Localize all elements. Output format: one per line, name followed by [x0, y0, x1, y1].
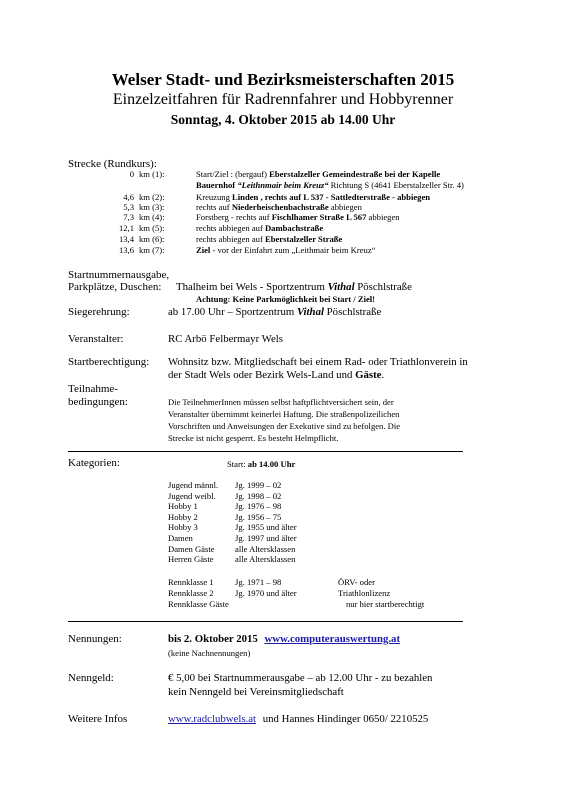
- kategorien-start-time: ab 14.00 Uhr: [247, 459, 296, 469]
- strecke-km-unit: km (5):: [139, 223, 165, 233]
- strecke-km: 4,6: [123, 192, 134, 202]
- strecke-km-unit: km (6):: [139, 234, 165, 244]
- strecke-street: Niederheischenbachstraße: [231, 202, 329, 212]
- kategorie-jahrgang: Jg. 1999 – 02: [235, 480, 282, 490]
- strecke-text: Start/Ziel : (bergauf): [196, 169, 267, 179]
- document-title: Welser Stadt- und Bezirksmeisterschaften 2015: [111, 70, 455, 89]
- nenngeld-line-1: € 5,00 bei Startnummerausgabe – ab 12.00 Uhr - zu bezahlen: [168, 672, 433, 684]
- infos-value: [168, 713, 428, 725]
- strecke-street: “Leithnmair beim Kreuz“: [237, 180, 329, 190]
- kategorie-name: Jugend männl.: [168, 480, 219, 490]
- startberechtigung-line-2: [168, 369, 384, 381]
- strecke-text: Bauernhof: [196, 180, 236, 190]
- strecke-street: Eberstalzeller Gemeindestraße bei der Kapelle: [269, 169, 441, 179]
- startberechtigung-guests: Gäste: [355, 369, 382, 381]
- startberechtigung-line-1: Wohnsitz bzw. Mitgliedschaft bei einem Rad- oder Triathlonverein in: [168, 356, 468, 368]
- strecke-km-unit: km (1):: [139, 169, 165, 179]
- teilnahme-label-2: bedingungen:: [68, 396, 128, 408]
- nennungen-deadline: bis 2. Oktober 2015: [168, 633, 258, 645]
- strecke-label: Strecke (Rundkurs):: [68, 158, 157, 170]
- strecke-text: Ziel: [196, 245, 211, 255]
- kategorien-start-label: Start:: [227, 459, 246, 469]
- teilnahme-line: Vorschriften und Anweisungen der Exekutive sind zu befolgen. Die: [168, 421, 401, 431]
- divider-top: [68, 451, 463, 452]
- startnummer-label-1: Startnummernausgabe,: [68, 269, 170, 281]
- strecke-km-unit: km (4):: [139, 212, 165, 222]
- strecke-km: 12,1: [118, 223, 134, 233]
- strecke-street: Fischlhamer Straße L 567: [271, 212, 367, 222]
- nennungen-label: Nennungen:: [68, 633, 122, 645]
- strecke-text: rechts auf: [196, 202, 230, 212]
- strecke-note: Richtung S (4641 Eberstalzeller Str. 4): [330, 180, 464, 190]
- rennklasse-name: Rennklasse 1: [168, 577, 214, 587]
- kategorie-name: Hobby 1: [168, 501, 198, 512]
- document-subtitle: Einzelzeitfahren für Radrennfahrer und Hobbyrenner: [112, 91, 454, 108]
- strecke-street: Eberstalzeller Straße: [264, 234, 343, 244]
- strecke-km: 0: [129, 169, 134, 179]
- strecke-text: rechts abbiegen auf: [196, 223, 263, 233]
- event-date: Sonntag, 4. Oktober 2015 ab 14.00 Uhr: [170, 112, 396, 127]
- kategorie-name: Hobby 3: [168, 522, 198, 533]
- startberechtigung-label: Startberechtigung:: [68, 356, 150, 368]
- nennungen-note: (keine Nachnennungen): [168, 648, 251, 658]
- kategorie-jahrgang: Jg. 1956 – 75: [235, 511, 282, 522]
- strecke-note: - vor der Einfahrt zum „Leithmair beim Kreuz“: [212, 245, 376, 255]
- kategorie-jahrgang: Jg. 1976 – 98: [235, 501, 282, 512]
- teilnahme-label-1: Teilnahme-: [68, 383, 118, 395]
- kategorie-name: Hobby 2: [168, 511, 198, 522]
- infos-label: Weitere Infos: [68, 713, 128, 725]
- strecke-description: [196, 192, 430, 202]
- strecke-description: [196, 169, 440, 179]
- startnummer-value: [176, 281, 412, 293]
- strecke-street: Linden: [232, 192, 259, 202]
- kategorie-jahrgang: alle Altersklassen: [235, 554, 296, 565]
- kategorien-label: Kategorien:: [68, 457, 120, 469]
- strecke-description: [196, 202, 362, 212]
- nennungen-value: [168, 633, 400, 645]
- strecke-note: abbiegen: [368, 212, 400, 222]
- strecke-km: 13,6: [118, 245, 134, 255]
- kategorie-jahrgang: Jg. 1955 und älter: [235, 522, 297, 533]
- siegerehrung-street: Pöschlstraße: [326, 306, 382, 318]
- siegerehrung-value: [168, 306, 381, 318]
- kategorie-name: Jugend weibl.: [168, 490, 216, 501]
- strecke-km: 5,3: [123, 202, 134, 212]
- divider-bottom: [68, 621, 463, 622]
- infos-contact: und Hannes Hindinger 0650/ 2210525: [262, 713, 429, 725]
- teilnahme-line: Die TeilnehmerInnen müssen selbst haftpflichtversichert sein, der: [168, 397, 394, 407]
- rennklasse-note: Triathlonlizenz: [338, 587, 391, 598]
- startnummer-street: Pöschlstraße: [357, 281, 412, 293]
- infos-link[interactable]: www.radclubwels.at: [168, 713, 257, 725]
- kategorie-name: Herren Gäste: [168, 554, 214, 565]
- teilnahme-line: Strecke ist nicht gesperrt. Es besteht Helmpflicht.: [168, 433, 339, 443]
- startnummer-venue: Vithal: [327, 281, 355, 293]
- strecke-note: abbiegen: [330, 202, 362, 212]
- kategorien-start: [227, 459, 295, 469]
- kategorie-name: Damen Gäste: [168, 543, 215, 554]
- strecke-description: [196, 234, 342, 244]
- nennungen-link[interactable]: www.computerauswertung.at: [264, 633, 401, 645]
- siegerehrung-time: ab 17.00 Uhr – Sportzentrum: [168, 306, 295, 318]
- strecke-description: [196, 245, 375, 255]
- rennklasse-name: Rennklasse 2: [168, 587, 214, 598]
- nenngeld-label: Nenngeld:: [68, 672, 114, 684]
- strecke-km-unit: km (7):: [139, 245, 165, 255]
- strecke-description: [196, 180, 464, 190]
- kategorie-jahrgang: Jg. 1998 – 02: [235, 490, 282, 501]
- strecke-text: Forstberg - rechts auf: [196, 212, 270, 222]
- startnummer-label-2: Parkplätze, Duschen:: [68, 281, 162, 293]
- rennklasse-jahrgang: Jg. 1971 – 98: [235, 577, 282, 587]
- strecke-street: Dambachstraße: [264, 223, 324, 233]
- siegerehrung-venue: Vithal: [296, 306, 324, 318]
- kategorie-jahrgang: Jg. 1997 und älter: [235, 533, 297, 543]
- rennklasse-note: ÖRV- oder: [338, 577, 375, 587]
- parking-warning: Achtung: Keine Parkmöglichkeit bei Start / Ziel!: [196, 294, 376, 304]
- startberechtigung-period: .: [381, 369, 385, 381]
- strecke-km: 13,4: [118, 234, 134, 244]
- teilnahme-line: Veranstalter übernimmt keinerlei Haftung. Die straßenpolizeilichen: [168, 409, 400, 419]
- strecke-note: , rechts auf L 537 - Sattledterstraße - abbiegen: [260, 192, 431, 202]
- strecke-description: [196, 223, 323, 233]
- veranstalter-label: Veranstalter:: [68, 333, 124, 345]
- startberechtigung-text: der Stadt Wels oder Bezirk Wels-Land und: [168, 369, 353, 381]
- siegerehrung-label: Siegerehrung:: [68, 306, 130, 318]
- strecke-text: Kreuzung: [196, 192, 230, 202]
- rennklasse-note: nur hier startberechtigt: [346, 598, 425, 609]
- veranstalter-value: RC Arbö Felbermayr Wels: [168, 333, 283, 345]
- strecke-km-unit: km (2):: [139, 192, 165, 202]
- rennklasse-name: Rennklasse Gäste: [168, 598, 229, 609]
- kategorie-name: Damen: [168, 533, 193, 543]
- startnummer-place: Thalheim bei Wels - Sportzentrum: [176, 281, 325, 293]
- nenngeld-line-2: kein Nenngeld bei Vereinsmitgliedschaft: [168, 686, 344, 698]
- kategorie-jahrgang: alle Altersklassen: [235, 543, 296, 554]
- strecke-km-unit: km (3):: [139, 202, 165, 212]
- strecke-description: [196, 212, 400, 222]
- strecke-text: rechts abbiegen auf: [196, 234, 263, 244]
- strecke-km: 7,3: [123, 212, 134, 222]
- rennklasse-jahrgang: Jg. 1970 und älter: [235, 587, 297, 598]
